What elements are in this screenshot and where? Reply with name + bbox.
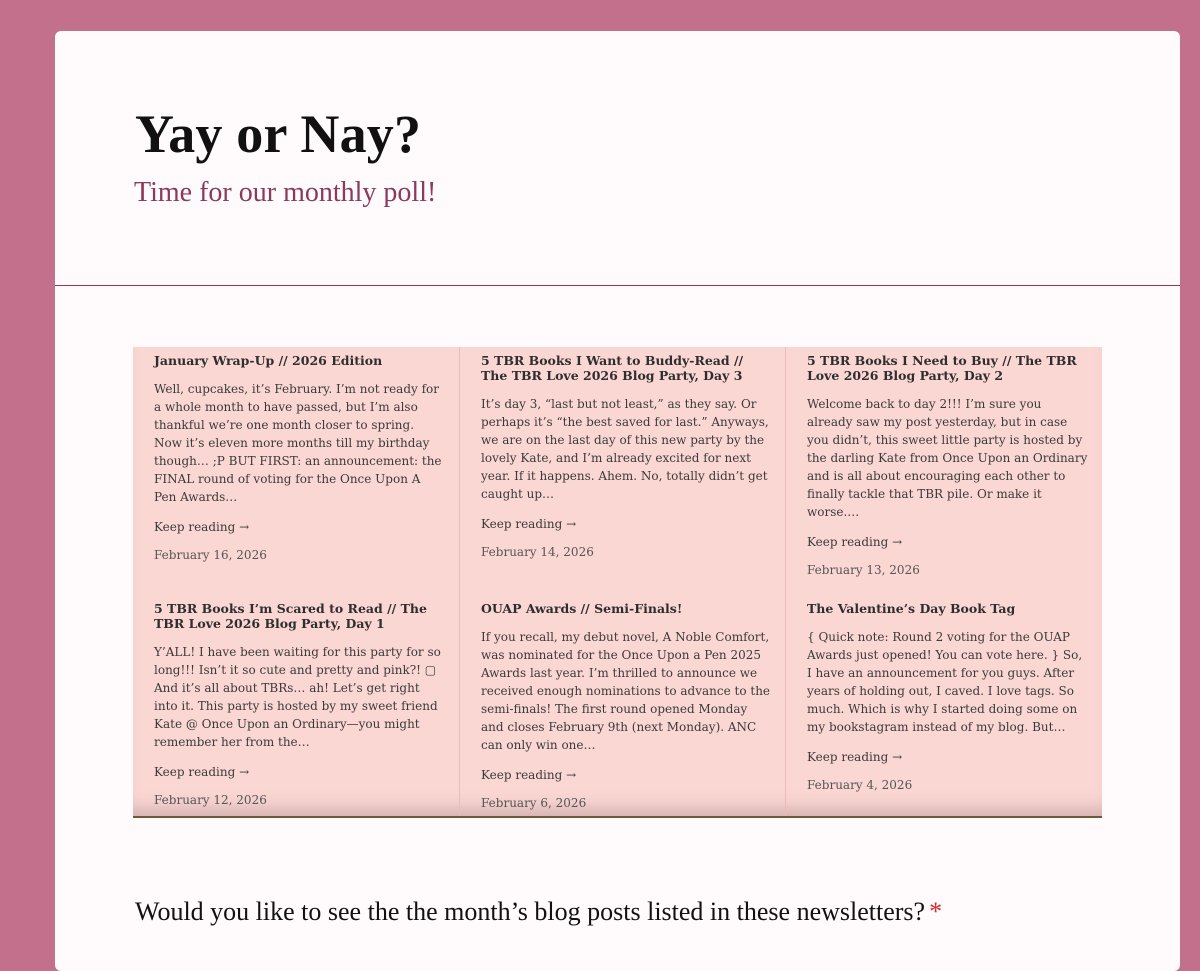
required-asterisk: * <box>929 897 943 926</box>
post-title: OUAP Awards // Semi-Finals! <box>481 601 683 616</box>
post-excerpt: Well, cupcakes, it’s February. I’m not ready for a whole month to have passed, but I’m also thankful we’re one month closer to spring. Now it’s eleven more months till my birthday though… ;P BUT FIRST: an announcement: the FINAL round of voting for the Once Upon A Pen Awards… <box>154 382 442 504</box>
blog-post-card <box>133 347 459 595</box>
post-date: February 4, 2026 <box>807 778 913 792</box>
keep-reading-link[interactable]: Keep reading → <box>481 517 577 531</box>
blog-post-card <box>785 595 1102 816</box>
post-title: 5 TBR Books I Need to Buy // The TBR Love 2026 Blog Party, Day 2 <box>807 353 1077 383</box>
keep-reading-link[interactable]: Keep reading → <box>154 765 250 779</box>
post-title: The Valentine’s Day Book Tag <box>807 601 1016 616</box>
blog-post-card <box>459 347 785 595</box>
keep-reading-link[interactable]: Keep reading → <box>154 520 250 534</box>
keep-reading-link[interactable]: Keep reading → <box>481 768 577 782</box>
blog-post-card <box>459 595 785 816</box>
post-date: February 6, 2026 <box>481 796 587 810</box>
post-excerpt: It’s day 3, “last but not least,” as they say. Or perhaps it’s “the best saved for last.” Anyways, we are on the last day of this new party by the lovely Kate, and I’m already excited for next year. If it happens. Ahem. No, totally didn’t get caught up… <box>481 397 769 501</box>
post-excerpt: If you recall, my debut novel, A Noble Comfort, was nominated for the Once Upon a Pen 2025 Awards last year. I’m thrilled to announce we received enough nominations to advance to the semi-finals! The first round opened Monday and closes February 9th (next Monday). ANC can only win one… <box>481 630 771 752</box>
blog-post-card <box>785 347 1102 595</box>
form-card <box>55 31 1180 971</box>
post-date: February 13, 2026 <box>807 563 920 577</box>
post-excerpt: Y’ALL! I have been waiting for this party for so long!!! Isn’t it so cute and pretty and pink?! ▢ And it’s all about TBRs… ah! Let’s get right into it. This party is hosted by my sweet friend Kate @ Once Upon an Ordinary—you might remember her from the… <box>154 645 441 749</box>
post-title: 5 TBR Books I Want to Buddy-Read // The TBR Love 2026 Blog Party, Day 3 <box>481 353 744 383</box>
question-label <box>135 897 942 927</box>
form-title: Yay or Nay? <box>135 104 422 164</box>
blog-posts-grid <box>133 347 1102 816</box>
keep-reading-link[interactable]: Keep reading → <box>807 535 903 549</box>
blog-post-card <box>133 595 459 816</box>
blog-posts-image <box>133 347 1102 818</box>
post-excerpt: Welcome back to day 2!!! I’m sure you already saw my post yesterday, but in case you didn’t, this sweet little party is hosted by the darling Kate from Once Upon an Ordinary and is all about encouraging each other to finally tackle that TBR pile. Or make it worse.… <box>807 397 1088 519</box>
header-divider <box>55 285 1180 286</box>
post-date: February 12, 2026 <box>154 793 267 807</box>
post-excerpt: { Quick note: Round 2 voting for the OUAP Awards just opened! You can vote here. } So, I have an announcement for you guys. After years of holding out, I caved. I love tags. So much. Which is why I started doing some on my bookstagram instead of my blog. But… <box>807 630 1083 734</box>
post-title: January Wrap-Up // 2026 Edition <box>154 353 383 368</box>
post-date: February 16, 2026 <box>154 548 267 562</box>
question-text: Would you like to see the the month’s blog posts listed in these newsletters? <box>135 897 926 926</box>
form-subtitle: Time for our monthly poll! <box>134 177 437 208</box>
post-title: 5 TBR Books I’m Scared to Read // The TBR Love 2026 Blog Party, Day 1 <box>154 601 427 631</box>
post-date: February 14, 2026 <box>481 545 594 559</box>
keep-reading-link[interactable]: Keep reading → <box>807 750 903 764</box>
